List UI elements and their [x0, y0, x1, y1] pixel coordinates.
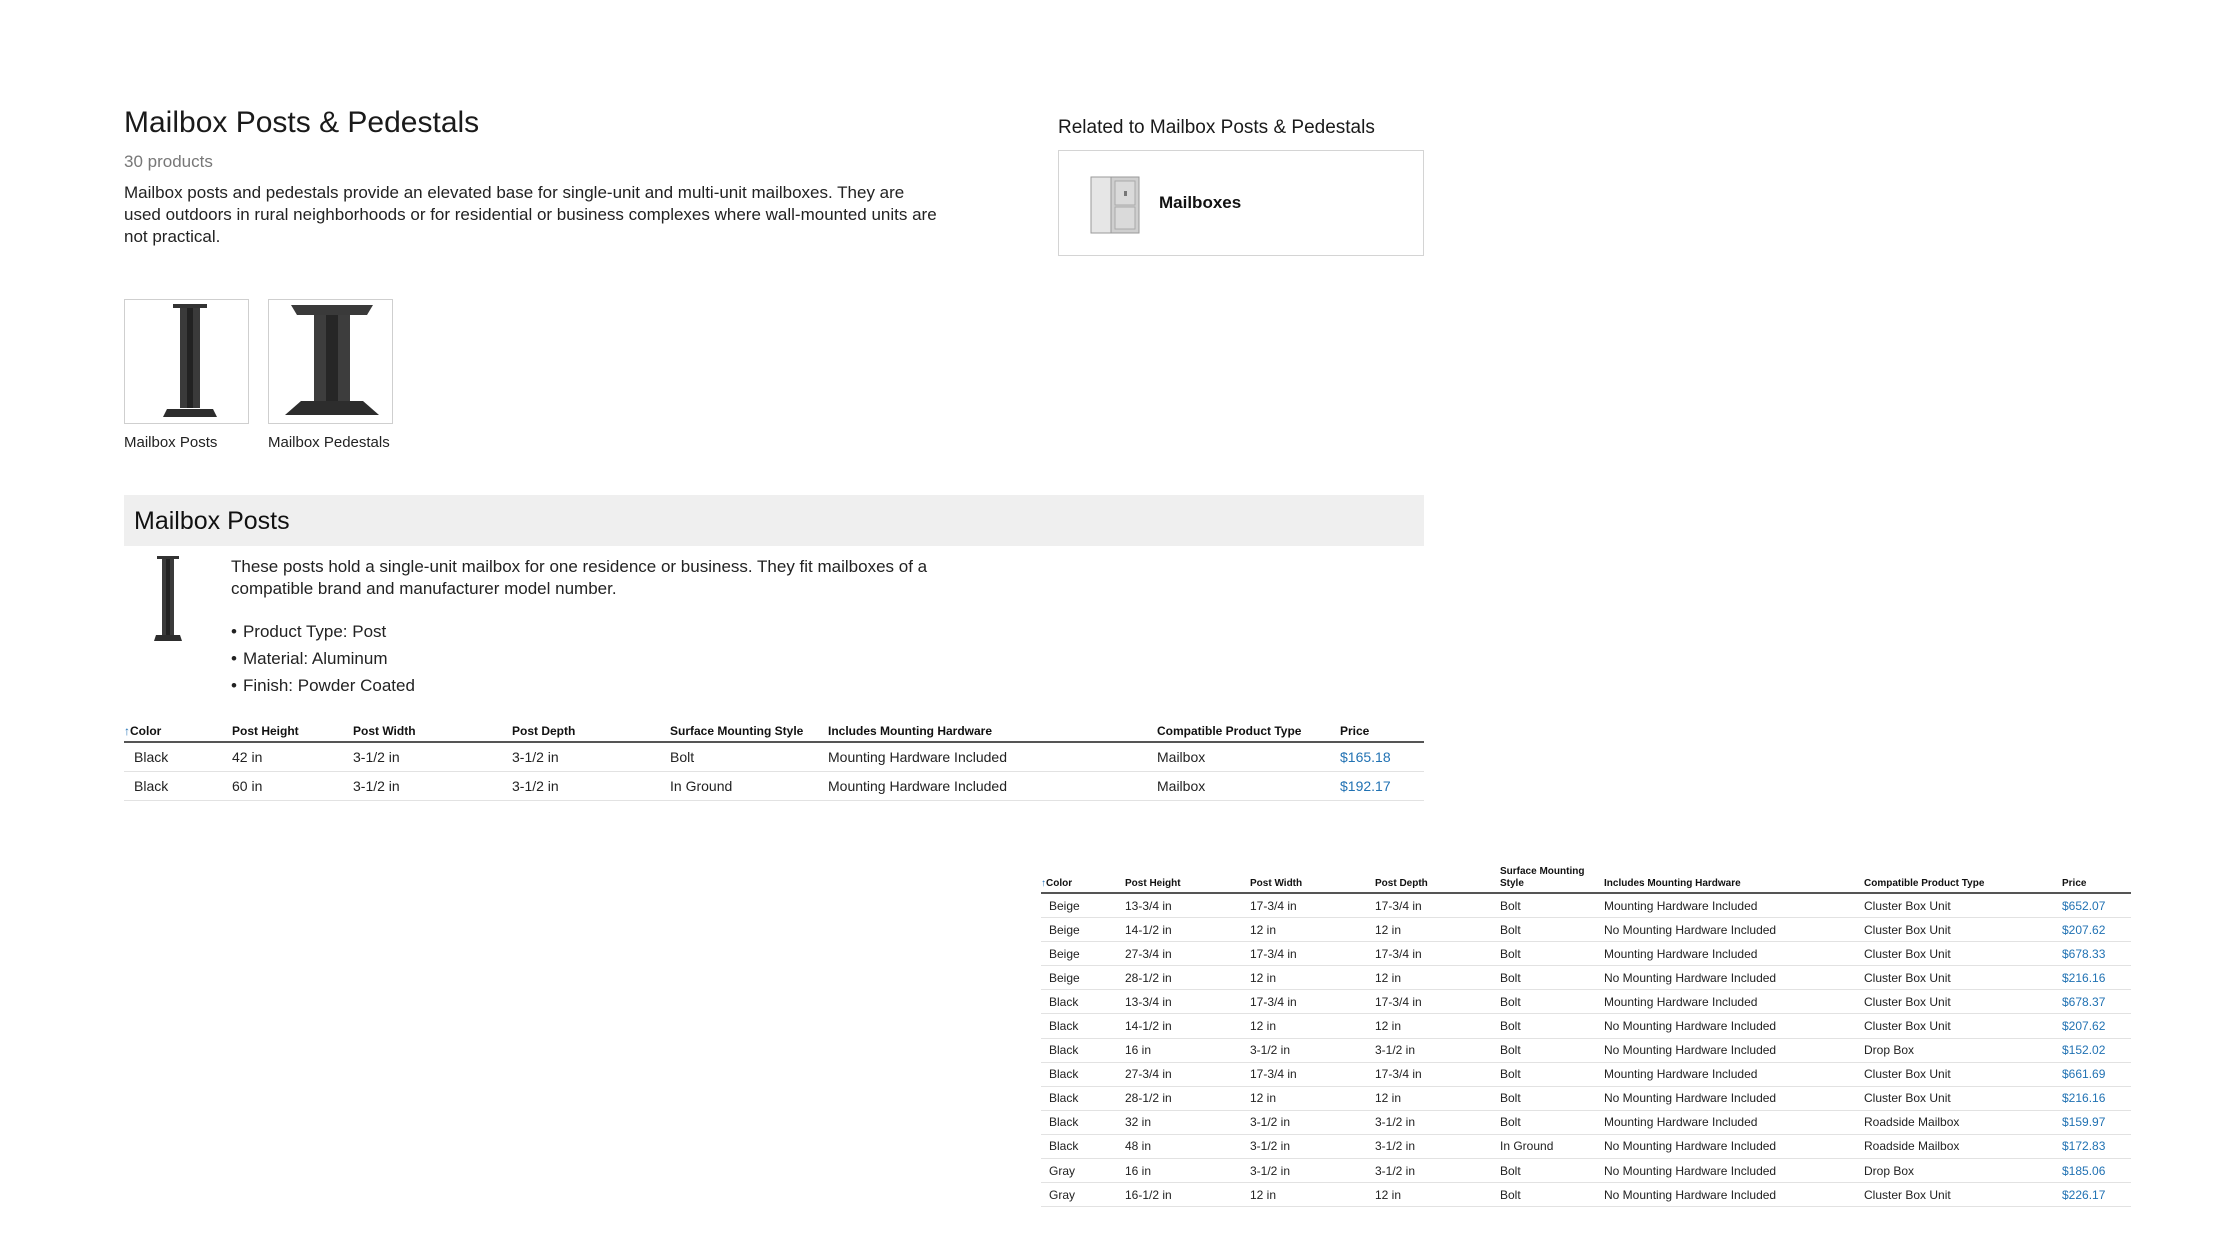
- post-depth-cell: 17-3/4 in: [1375, 942, 1500, 966]
- color-cell: Black: [1041, 1110, 1125, 1134]
- price-link[interactable]: $661.69: [2062, 1062, 2131, 1086]
- mounting-hardware-cell: Mounting Hardware Included: [1604, 1062, 1864, 1086]
- column-header-surface-mounting-style[interactable]: Surface Mounting Style: [1500, 862, 1604, 893]
- table-row[interactable]: [1041, 1014, 2131, 1038]
- color-cell: Beige: [1041, 966, 1125, 990]
- related-mailboxes-link[interactable]: [1058, 150, 1424, 256]
- post-width-cell: 3-1/2 in: [353, 742, 512, 772]
- table-row[interactable]: [124, 772, 1424, 801]
- surface-mounting-style-cell: Bolt: [1500, 918, 1604, 942]
- surface-mounting-style-cell: Bolt: [1500, 1086, 1604, 1110]
- mounting-hardware-cell: No Mounting Hardware Included: [1604, 1134, 1864, 1158]
- mounting-hardware-cell: No Mounting Hardware Included: [1604, 918, 1864, 942]
- post-height-cell: 14-1/2 in: [1125, 918, 1250, 942]
- post-height-cell: 27-3/4 in: [1125, 942, 1250, 966]
- compatible-product-type-cell: Cluster Box Unit: [1864, 1183, 2062, 1207]
- column-header-post-height[interactable]: Post Height: [232, 716, 353, 742]
- sort-ascending-icon[interactable]: ↑: [124, 724, 130, 738]
- related-title: Related to Mailbox Posts & Pedestals: [1058, 117, 1375, 138]
- table-row[interactable]: [1041, 918, 2131, 942]
- table-row[interactable]: [1041, 990, 2131, 1014]
- category-label-mailbox-pedestals[interactable]: Mailbox Pedestals: [268, 434, 390, 451]
- column-header-compatible-product-type[interactable]: Compatible Product Type: [1157, 716, 1340, 742]
- surface-mounting-style-cell: Bolt: [1500, 893, 1604, 918]
- table-row[interactable]: [1041, 942, 2131, 966]
- price-link[interactable]: $652.07: [2062, 893, 2131, 918]
- compatible-product-type-cell: Cluster Box Unit: [1864, 1014, 2062, 1038]
- post-width-cell: 17-3/4 in: [1250, 1062, 1375, 1086]
- price-link[interactable]: $192.17: [1340, 772, 1424, 801]
- table-row[interactable]: [1041, 1086, 2131, 1110]
- section-title: Mailbox Posts: [134, 507, 290, 535]
- surface-mounting-style-cell: Bolt: [1500, 1183, 1604, 1207]
- column-header-color[interactable]: ↑Color: [124, 716, 232, 742]
- category-description: Mailbox posts and pedestals provide an elevated base for single-unit and multi-unit mailboxes. They are used outdoors in rural neighborhoods or for residential or business complexes where wall-mounted units are not practical.: [124, 183, 937, 246]
- column-header-post-depth[interactable]: Post Depth: [1375, 862, 1500, 893]
- post-height-cell: 60 in: [232, 772, 353, 801]
- column-header-includes-mounting-hardware[interactable]: Includes Mounting Hardware: [1604, 862, 1864, 893]
- surface-mounting-style-cell: Bolt: [1500, 966, 1604, 990]
- price-link[interactable]: $226.17: [2062, 1183, 2131, 1207]
- post-width-cell: 3-1/2 in: [1250, 1038, 1375, 1062]
- post-depth-cell: 17-3/4 in: [1375, 1062, 1500, 1086]
- column-header-post-depth[interactable]: Post Depth: [512, 716, 670, 742]
- price-link[interactable]: $207.62: [2062, 918, 2131, 942]
- post-width-cell: 12 in: [1250, 966, 1375, 990]
- category-tile-mailbox-posts[interactable]: [124, 299, 249, 424]
- table-row[interactable]: [1041, 966, 2131, 990]
- post-height-cell: 13-3/4 in: [1125, 990, 1250, 1014]
- post-depth-cell: 3-1/2 in: [1375, 1038, 1500, 1062]
- post-width-cell: 3-1/2 in: [1250, 1159, 1375, 1183]
- post-width-cell: 12 in: [1250, 1014, 1375, 1038]
- price-link[interactable]: $216.16: [2062, 966, 2131, 990]
- post-depth-cell: 3-1/2 in: [1375, 1134, 1500, 1158]
- post-width-cell: 3-1/2 in: [353, 772, 512, 801]
- table-header-row: [1041, 862, 2131, 893]
- price-link[interactable]: $152.02: [2062, 1038, 2131, 1062]
- color-cell: Black: [1041, 1086, 1125, 1110]
- compatible-product-type-cell: Cluster Box Unit: [1864, 942, 2062, 966]
- mounting-hardware-cell: Mounting Hardware Included: [828, 772, 1157, 801]
- table-row[interactable]: [1041, 1134, 2131, 1158]
- post-depth-cell: 12 in: [1375, 1086, 1500, 1110]
- post-depth-cell: 12 in: [1375, 1014, 1500, 1038]
- surface-mounting-style-cell: Bolt: [670, 742, 828, 772]
- color-cell: Black: [1041, 1014, 1125, 1038]
- post-height-cell: 16 in: [1125, 1159, 1250, 1183]
- color-cell: Gray: [1041, 1183, 1125, 1207]
- column-header-price[interactable]: Price: [1340, 716, 1424, 742]
- post-height-cell: 48 in: [1125, 1134, 1250, 1158]
- color-cell: Black: [1041, 990, 1125, 1014]
- compatible-product-type-cell: Drop Box: [1864, 1159, 2062, 1183]
- color-cell: Black: [1041, 1134, 1125, 1158]
- post-width-cell: 12 in: [1250, 1183, 1375, 1207]
- mounting-hardware-cell: Mounting Hardware Included: [1604, 942, 1864, 966]
- compatible-product-type-cell: Cluster Box Unit: [1864, 1086, 2062, 1110]
- post-height-cell: 42 in: [232, 742, 353, 772]
- mounting-hardware-cell: Mounting Hardware Included: [1604, 893, 1864, 918]
- color-cell: Beige: [1041, 893, 1125, 918]
- mounting-hardware-cell: No Mounting Hardware Included: [1604, 1183, 1864, 1207]
- post-depth-cell: 12 in: [1375, 966, 1500, 990]
- post-height-cell: 16 in: [1125, 1038, 1250, 1062]
- price-link[interactable]: $172.83: [2062, 1134, 2131, 1158]
- column-header-compatible-product-type[interactable]: Compatible Product Type: [1864, 862, 2062, 893]
- compatible-product-type-cell: Roadside Mailbox: [1864, 1134, 2062, 1158]
- related-item-label: Mailboxes: [1159, 193, 1242, 212]
- posts-table: [124, 716, 1424, 801]
- surface-mounting-style-cell: Bolt: [1500, 1062, 1604, 1086]
- mailbox-icon: [1087, 171, 1145, 235]
- mounting-hardware-cell: Mounting Hardware Included: [1604, 1110, 1864, 1134]
- surface-mounting-style-cell: Bolt: [1500, 1038, 1604, 1062]
- mailbox-post-icon: [150, 556, 186, 642]
- column-header-color[interactable]: ↑Color: [1041, 862, 1125, 893]
- mailbox-pedestal-icon: [281, 303, 381, 421]
- compatible-product-type-cell: Cluster Box Unit: [1864, 1062, 2062, 1086]
- post-depth-cell: 12 in: [1375, 1183, 1500, 1207]
- compatible-product-type-cell: Mailbox: [1157, 742, 1340, 772]
- pedestals-table: [1041, 862, 2131, 1207]
- post-depth-cell: 3-1/2 in: [512, 742, 670, 772]
- product-count: 30 products: [124, 152, 213, 171]
- mounting-hardware-cell: No Mounting Hardware Included: [1604, 1038, 1864, 1062]
- surface-mounting-style-cell: Bolt: [1500, 942, 1604, 966]
- post-depth-cell: 12 in: [1375, 918, 1500, 942]
- post-height-cell: 28-1/2 in: [1125, 966, 1250, 990]
- bullet-item: • Finish: Powder Coated: [231, 672, 415, 699]
- mounting-hardware-cell: Mounting Hardware Included: [828, 742, 1157, 772]
- column-header-price[interactable]: Price: [2062, 862, 2131, 893]
- price-link[interactable]: $207.62: [2062, 1014, 2131, 1038]
- surface-mounting-style-cell: In Ground: [670, 772, 828, 801]
- price-link[interactable]: $159.97: [2062, 1110, 2131, 1134]
- post-height-cell: 16-1/2 in: [1125, 1183, 1250, 1207]
- column-header-post-height[interactable]: Post Height: [1125, 862, 1250, 893]
- price-link[interactable]: $678.33: [2062, 942, 2131, 966]
- column-header-includes-mounting-hardware[interactable]: Includes Mounting Hardware: [828, 716, 1157, 742]
- bullet-item: • Material: Aluminum: [231, 645, 415, 672]
- table-row[interactable]: [1041, 1159, 2131, 1183]
- post-width-cell: 12 in: [1250, 1086, 1375, 1110]
- mounting-hardware-cell: No Mounting Hardware Included: [1604, 1014, 1864, 1038]
- column-header-post-width[interactable]: Post Width: [353, 716, 512, 742]
- mounting-hardware-cell: No Mounting Hardware Included: [1604, 1086, 1864, 1110]
- section-description: These posts hold a single-unit mailbox for one residence or business. They fit mailboxes of a compatible brand and manufacturer model number.: [231, 557, 928, 598]
- category-tile-mailbox-pedestals[interactable]: [268, 299, 393, 424]
- post-height-cell: 14-1/2 in: [1125, 1014, 1250, 1038]
- sort-ascending-icon[interactable]: ↑: [1041, 878, 1046, 889]
- color-cell: Black: [1041, 1038, 1125, 1062]
- color-cell: Gray: [1041, 1159, 1125, 1183]
- surface-mounting-style-cell: In Ground: [1500, 1134, 1604, 1158]
- post-width-cell: 17-3/4 in: [1250, 942, 1375, 966]
- post-width-cell: 3-1/2 in: [1250, 1134, 1375, 1158]
- column-header-post-width[interactable]: Post Width: [1250, 862, 1375, 893]
- table-row[interactable]: [124, 742, 1424, 772]
- post-depth-cell: 17-3/4 in: [1375, 893, 1500, 918]
- compatible-product-type-cell: Drop Box: [1864, 1038, 2062, 1062]
- table-row[interactable]: [1041, 1038, 2131, 1062]
- mailbox-post-icon: [157, 303, 217, 421]
- mounting-hardware-cell: No Mounting Hardware Included: [1604, 966, 1864, 990]
- compatible-product-type-cell: Cluster Box Unit: [1864, 966, 2062, 990]
- compatible-product-type-cell: Roadside Mailbox: [1864, 1110, 2062, 1134]
- price-link[interactable]: $165.18: [1340, 742, 1424, 772]
- color-cell: Black: [124, 772, 232, 801]
- category-label-mailbox-posts[interactable]: Mailbox Posts: [124, 434, 218, 451]
- table-row[interactable]: [1041, 1062, 2131, 1086]
- mounting-hardware-cell: No Mounting Hardware Included: [1604, 1159, 1864, 1183]
- post-width-cell: 12 in: [1250, 918, 1375, 942]
- surface-mounting-style-cell: Bolt: [1500, 1110, 1604, 1134]
- column-header-surface-mounting-style[interactable]: Surface Mounting Style: [670, 716, 828, 742]
- post-height-cell: 32 in: [1125, 1110, 1250, 1134]
- post-width-cell: 17-3/4 in: [1250, 990, 1375, 1014]
- post-height-cell: 13-3/4 in: [1125, 893, 1250, 918]
- post-depth-cell: 3-1/2 in: [1375, 1159, 1500, 1183]
- color-cell: Beige: [1041, 918, 1125, 942]
- color-cell: Black: [1041, 1062, 1125, 1086]
- surface-mounting-style-cell: Bolt: [1500, 1159, 1604, 1183]
- table-row[interactable]: [1041, 893, 2131, 918]
- price-link[interactable]: $216.16: [2062, 1086, 2131, 1110]
- table-header-row: [124, 716, 1424, 742]
- post-depth-cell: 3-1/2 in: [512, 772, 670, 801]
- table-row[interactable]: [1041, 1183, 2131, 1207]
- post-height-cell: 27-3/4 in: [1125, 1062, 1250, 1086]
- price-link[interactable]: $185.06: [2062, 1159, 2131, 1183]
- color-cell: Beige: [1041, 942, 1125, 966]
- surface-mounting-style-cell: Bolt: [1500, 990, 1604, 1014]
- post-width-cell: 3-1/2 in: [1250, 1110, 1375, 1134]
- section-bullets: [231, 618, 415, 699]
- section-header: [124, 495, 1424, 546]
- table-row[interactable]: [1041, 1110, 2131, 1134]
- compatible-product-type-cell: Cluster Box Unit: [1864, 918, 2062, 942]
- color-cell: Black: [124, 742, 232, 772]
- page-title: Mailbox Posts & Pedestals: [124, 106, 480, 139]
- mounting-hardware-cell: Mounting Hardware Included: [1604, 990, 1864, 1014]
- post-depth-cell: 17-3/4 in: [1375, 990, 1500, 1014]
- post-depth-cell: 3-1/2 in: [1375, 1110, 1500, 1134]
- compatible-product-type-cell: Cluster Box Unit: [1864, 893, 2062, 918]
- surface-mounting-style-cell: Bolt: [1500, 1014, 1604, 1038]
- post-width-cell: 17-3/4 in: [1250, 893, 1375, 918]
- compatible-product-type-cell: Mailbox: [1157, 772, 1340, 801]
- compatible-product-type-cell: Cluster Box Unit: [1864, 990, 2062, 1014]
- price-link[interactable]: $678.37: [2062, 990, 2131, 1014]
- post-height-cell: 28-1/2 in: [1125, 1086, 1250, 1110]
- bullet-item: • Product Type: Post: [231, 618, 415, 645]
